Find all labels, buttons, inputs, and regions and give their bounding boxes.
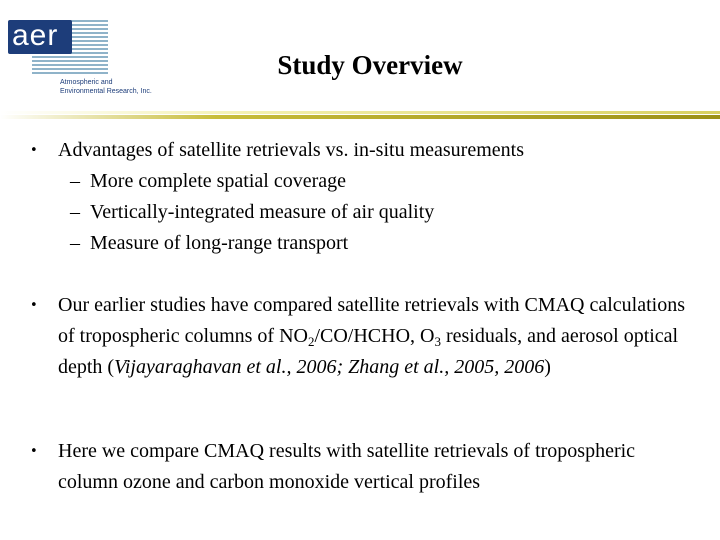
sub-bullet-item (28, 166, 698, 197)
header-divider (0, 111, 720, 120)
logo-letters: aer (12, 19, 59, 52)
bullet-icon: • (30, 444, 38, 459)
bullet-item (28, 135, 698, 166)
bullet-text-part1: Our earlier studies have compared satellite retrievals with CMAQ calculations of tropospheric columns of NO (58, 294, 686, 347)
bullet-block-advantages (28, 135, 698, 259)
bullet-text-part2: /CO/HCHO, O (314, 325, 435, 347)
bullet-text-part3: residuals, and aerosol optical depth ( (58, 325, 679, 378)
dash-icon: – (70, 201, 80, 223)
divider-light-stripe (0, 111, 720, 114)
bullet-block-here-we-compare (28, 436, 698, 498)
logo-tagline-line1: Atmospheric and (60, 79, 113, 86)
bullet-item (28, 436, 698, 498)
aer-logo (8, 20, 168, 100)
sub-bullet-item (28, 228, 698, 259)
bullet-text: Here we compare CMAQ results with satellite retrievals of tropospheric column ozone and carbon monoxide vertical profiles (58, 440, 636, 493)
bullet-text-part4: ) (544, 356, 551, 378)
dash-icon: – (70, 170, 80, 192)
citation-text: Vijayaraghavan et al., 2006; Zhang et al., 2005, 2006 (114, 356, 545, 378)
logo-box (8, 20, 72, 54)
dash-icon: – (70, 232, 80, 254)
sub-bullet-item (28, 197, 698, 228)
sub-bullet-text: Vertically-integrated measure of air quality (90, 201, 435, 223)
sub-bullet-text: Measure of long-range transport (90, 232, 349, 254)
bullet-icon: • (30, 298, 38, 313)
subscript-3: 3 (434, 334, 441, 349)
logo-tagline-line2: Environmental Research, Inc. (60, 88, 152, 95)
sub-bullet-text: More complete spatial coverage (90, 170, 346, 192)
slide-title: Study Overview (277, 50, 463, 80)
bullet-icon: • (30, 143, 38, 158)
bullet-block-earlier-studies (28, 290, 698, 383)
subscript-2: 2 (307, 334, 315, 349)
divider-dark-stripe (0, 115, 720, 119)
bullet-text: Advantages of satellite retrievals vs. in-situ measurements (58, 139, 524, 161)
bullet-item (28, 290, 698, 383)
logo-tagline (60, 78, 152, 96)
